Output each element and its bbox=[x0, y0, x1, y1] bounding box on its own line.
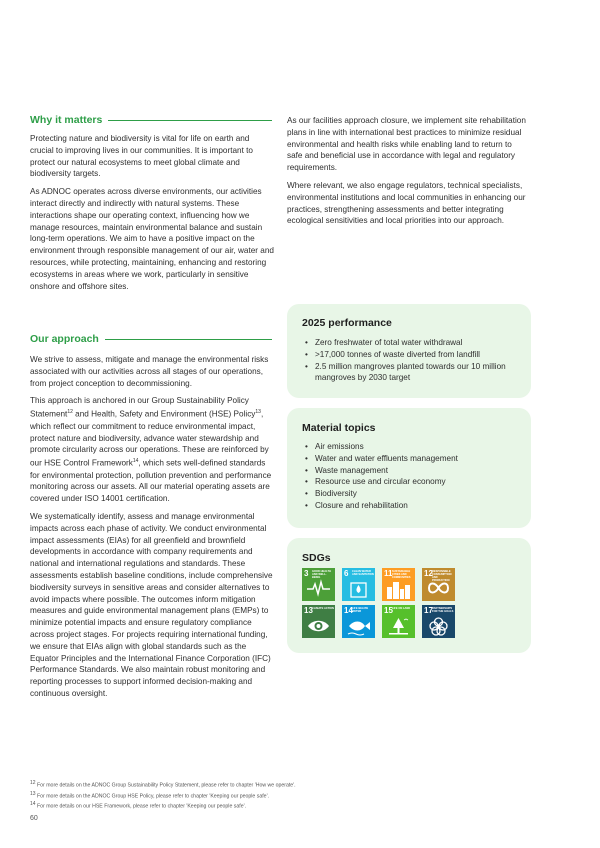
heartbeat-icon bbox=[306, 579, 331, 597]
footnote-ref: 13 bbox=[255, 409, 261, 416]
sdg-tile bbox=[302, 568, 335, 601]
footnote bbox=[30, 800, 530, 811]
sdg-tile bbox=[342, 568, 375, 601]
heading-text: Our approach bbox=[30, 333, 99, 345]
panel-title: 2025 performance bbox=[302, 317, 392, 329]
footnote-number: 12 bbox=[30, 780, 36, 786]
panel-title: Material topics bbox=[302, 422, 376, 434]
eye-globe-icon bbox=[306, 616, 331, 636]
sdg-tile bbox=[422, 605, 455, 638]
sdg-label: LIFE BELOW WATER bbox=[352, 607, 368, 613]
paragraph: Where relevant, we also engage regulators, technical specialists, environmental institutions and local communities in enhancing our practices, strengthening assessments and better integrating ecological sensitivities and local priorities into our approach. bbox=[287, 180, 526, 226]
heading-text: Why it matters bbox=[30, 114, 103, 126]
list-item: • Zero freshwater of total water withdrawal bbox=[303, 337, 523, 349]
sdg-label: LIFE ON LAND bbox=[392, 607, 411, 610]
list-item: • Resource use and circular economy bbox=[303, 476, 523, 488]
sdg-number: 12 bbox=[424, 569, 433, 578]
list-item: • Biodiversity bbox=[303, 488, 523, 500]
panel-title: SDGs bbox=[302, 552, 331, 564]
why-it-matters-body bbox=[30, 133, 274, 292]
sdg-number: 17 bbox=[424, 606, 433, 615]
footnote-text: For more details on our HSE Framework, please refer to chapter 'Keeping our people safe'. bbox=[37, 804, 247, 811]
footnote-ref: 12 bbox=[67, 409, 73, 416]
fish-icon bbox=[346, 616, 371, 636]
page-number: 60 bbox=[30, 815, 38, 822]
sdg-number: 3 bbox=[304, 569, 309, 578]
tree-bird-icon bbox=[386, 616, 411, 636]
sdg-label: GOOD HEALTH AND WELL-BEING bbox=[312, 570, 331, 579]
footnotes bbox=[30, 779, 530, 811]
sdg-number: 13 bbox=[304, 606, 313, 615]
text-run: This approach is anchored in our Group Sustainability Policy Statement bbox=[30, 396, 249, 419]
sdg-number: 11 bbox=[384, 569, 393, 578]
section-heading-why-it-matters bbox=[30, 114, 272, 126]
sdg-label: RESPONSIBLE CONSUMPTION AND PRODUCTION bbox=[432, 570, 452, 582]
footnote-number: 14 bbox=[30, 801, 36, 808]
paragraph: Protecting nature and biodiversity is vital for life on earth and crucial to improving lives in our communities. It is important to protect our natural ecosystems to meet global climate and biodiversity targets. bbox=[30, 134, 253, 179]
text-run: , which sets well-defined standards for environmental protection, pollution prevention and performance monitoring across our assets. All our material operating assets are covered under ISO 14001 certification. bbox=[30, 458, 272, 504]
sdgs-panel bbox=[287, 538, 531, 653]
sdg-tile bbox=[422, 568, 455, 601]
footnote-text: For more details on the ADNOC Group Sustainability Policy Statement, please refer to chapter 'How we operate'. bbox=[37, 782, 296, 789]
material-topics-list bbox=[303, 441, 523, 512]
footnote-text: For more details on the ADNOC Group HSE Policy, please refer to chapter 'Keeping our people safe'. bbox=[37, 793, 269, 800]
footnote bbox=[30, 779, 530, 790]
text-run: , which reflect our commitment to reduce environmental impact, protect nature and biodiversity, advance water stewardship and promote circularity across our operations. These are reinforced by our HSE Control Framework bbox=[30, 409, 269, 468]
list-item: • Water and water effluents management bbox=[303, 453, 523, 465]
paragraph: We systematically identify, assess and manage environmental impacts across each phase of activity. We conduct environmental impact assessments (EIAs) for all greenfield and brownfield developments in accordance with company requirements and national and international regulations and standards. These assessments establish baseline conditions, include comprehensive biodiversity surveys in sensitive areas and consider alternatives to avoid impacts where possible. The outcomes inform mitigation measures and guide environmental management plans (EMPs) to minimize potential impacts and ensure regulatory compliance across project stages. For projects requiring international funding, we ensure that EIAs align with global standards such as the Equator Principles and the International Finance Corporation (IFC) Performance Standards. We also maintain robust monitoring and reporting processes to support informed decision-making and continuous oversight. bbox=[30, 512, 273, 698]
sdg-label: CLEAN WATER AND SANITATION bbox=[352, 570, 374, 576]
paragraph: As our facilities approach closure, we implement site rehabilitation plans in line with international best practices to minimize residual environmental and health risks while enabling land to return to safe and beneficial use in accordance with legal and regulatory requirements. bbox=[287, 116, 526, 173]
paragraph: As ADNOC operates across diverse environments, our activities interact directly and indirectly with natural systems. These interactions shape our operating context, influencing how we manage resources, maintain environmental balance and sustain long-term operations. We aim to have a positive impact on the environment through responsible management of our air, water and resources, while protecting, maintaining, enhancing and restoring ecosystems in areas where we work, particularly in sensitive onshore and offshore sites. bbox=[30, 187, 274, 291]
sdg-number: 15 bbox=[384, 606, 393, 615]
our-approach-body bbox=[30, 354, 276, 700]
heading-rule bbox=[105, 339, 272, 340]
footnote-ref: 14 bbox=[132, 458, 139, 465]
sdg-label: CLIMATE ACTION bbox=[312, 607, 334, 610]
paragraph: We strive to assess, mitigate and manage the environmental risks associated with our activities across all stages of our operations, from project conception to decommissioning. bbox=[30, 355, 269, 388]
list-item: • >17,000 tonnes of waste diverted from landfill bbox=[303, 349, 523, 361]
section-heading-our-approach bbox=[30, 333, 272, 345]
sdg-number: 14 bbox=[344, 606, 353, 615]
sdg-label: SUSTAINABLE CITIES AND COMMUNITIES bbox=[392, 570, 411, 579]
performance-panel bbox=[287, 304, 531, 398]
list-item: • Air emissions bbox=[303, 441, 523, 453]
city-icon bbox=[386, 579, 411, 599]
sdg-tile bbox=[302, 605, 335, 638]
list-item: • 2.5 million mangroves planted towards our 10 million mangroves by 2030 target bbox=[303, 361, 523, 385]
sdg-tile-grid bbox=[302, 568, 455, 638]
infinity-icon bbox=[426, 579, 451, 597]
sdg-tile bbox=[342, 605, 375, 638]
heading-rule bbox=[108, 120, 272, 121]
footnote-number: 13 bbox=[30, 790, 36, 797]
sdg-label: PARTNERSHIPS FOR THE GOALS bbox=[432, 607, 454, 613]
right-column-body bbox=[287, 115, 527, 227]
footnote bbox=[30, 790, 530, 801]
sdg-tile bbox=[382, 568, 415, 601]
performance-list bbox=[303, 337, 523, 384]
list-item: • Closure and rehabilitation bbox=[303, 500, 523, 512]
material-topics-panel bbox=[287, 408, 531, 528]
water-drop-icon bbox=[346, 579, 371, 599]
flower-rings-icon bbox=[426, 616, 451, 636]
text-run: and Health, Safety and Environment (HSE) Policy bbox=[72, 409, 256, 419]
sdg-number: 6 bbox=[344, 569, 349, 578]
sdg-tile bbox=[382, 605, 415, 638]
list-item: • Waste management bbox=[303, 465, 523, 477]
paragraph-with-footnotes bbox=[30, 395, 276, 505]
